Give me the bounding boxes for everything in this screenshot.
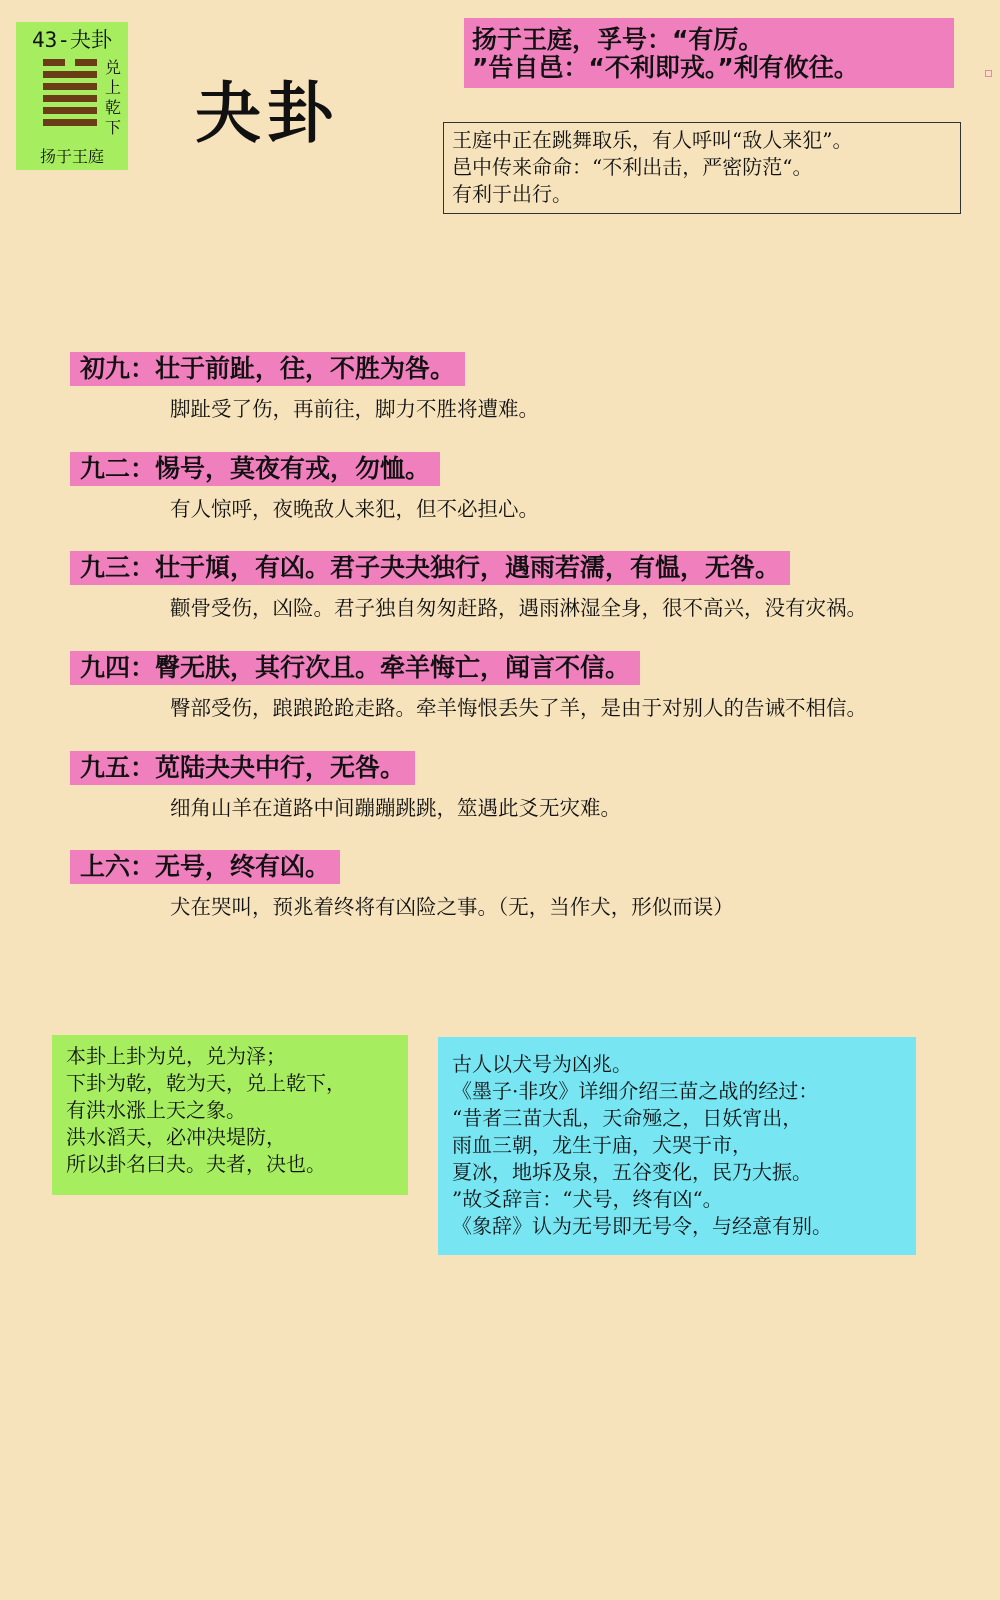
note-line: 洪水滔天，必冲决堤防， [66, 1125, 286, 1149]
trigram-labels [104, 58, 122, 138]
yao-translation-1: 脚趾受了伤，再前往，脚力不胜将遭难。 [170, 397, 539, 421]
judgement-line: ”告自邑：“不利即戎。”利有攸往。 [472, 53, 859, 82]
page-title: 夬卦 [195, 75, 339, 152]
trigram-char: 兑 [104, 58, 121, 77]
yao-translation-3: 颧骨受伤，凶险。君子独自匆匆赶路，遇雨淋湿全身，很不高兴，没有灾祸。 [170, 596, 867, 620]
note-line: “昔者三苗大乱，天命殛之，日妖宵出， [452, 1106, 803, 1130]
trigram-char: 下 [104, 118, 121, 137]
note-line: 夏冰，地坼及泉，五谷变化，民乃大振。 [452, 1160, 812, 1184]
hexagram-line-6 [43, 59, 97, 66]
note-line: 雨血三朝，龙生于庙，犬哭于市， [452, 1133, 752, 1157]
hexagram-line-5 [43, 71, 97, 78]
judgement-text [464, 18, 954, 88]
translation-line: 王庭中正在跳舞取乐，有人呼叫“敌人来犯”。 [452, 128, 853, 152]
decorative-dot [985, 70, 992, 77]
translation-line: 邑中传来命命：“不利出击，严密防范“。 [452, 155, 813, 179]
yao-text-4: 九四：臀无肤，其行次且。牵羊悔亡，闻言不信。 [70, 651, 640, 685]
note-historical-reference [438, 1037, 916, 1255]
yao-text-5: 九五：苋陆夬夬中行，无咎。 [70, 751, 415, 785]
note-line: 本卦上卦为兑，兑为泽； [66, 1044, 286, 1068]
yao-text-3: 九三：壮于頄，有凶。君子夬夬独行，遇雨若濡，有愠，无咎。 [70, 551, 790, 585]
trigram-char: 上 [104, 78, 121, 97]
translation-line: 有利于出行。 [452, 182, 572, 206]
hexagram-badge [16, 22, 128, 170]
trigram-char: 乾 [104, 98, 121, 117]
note-trigram-explanation [52, 1035, 408, 1195]
note-line: 《象辞》认为无号即无号令，与经意有别。 [452, 1214, 832, 1238]
judgement-translation [443, 122, 961, 214]
note-line: 《墨子·非攻》详细介绍三苗之战的经过： [452, 1079, 819, 1103]
hexagram-line-3 [43, 95, 97, 102]
hexagram-symbol [43, 59, 97, 131]
note-line: 有洪水涨上天之象。 [66, 1098, 246, 1122]
note-line: 下卦为乾，乾为天，兑上乾下， [66, 1071, 346, 1095]
hexagram-line-4 [43, 83, 97, 90]
note-line: ”故爻辞言：“犬号，终有凶“。 [452, 1187, 723, 1211]
note-line: 所以卦名曰夬。夬者，决也。 [66, 1152, 326, 1176]
yao-translation-5: 细角山羊在道路中间蹦蹦跳跳，筮遇此爻无灾难。 [170, 796, 621, 820]
note-line: 古人以犬号为凶兆。 [452, 1052, 632, 1076]
yao-text-2: 九二：惕号，莫夜有戎，勿恤。 [70, 452, 440, 486]
yao-translation-6: 犬在哭叫，预兆着终将有凶险之事。（无，当作犬，形似而误） [170, 895, 734, 919]
yao-translation-2: 有人惊呼，夜晚敌人来犯，但不必担心。 [170, 497, 539, 521]
yao-text-1: 初九：壮于前趾，往，不胜为咎。 [70, 352, 465, 386]
hexagram-line-1 [43, 119, 97, 126]
hexagram-line-2 [43, 107, 97, 114]
judgement-line: 扬于王庭，孚号：“有厉。 [472, 25, 764, 54]
hexagram-number-name: 43-夬卦 [32, 28, 112, 52]
badge-caption: 扬于王庭 [39, 147, 104, 166]
yao-text-6: 上六：无号，终有凶。 [70, 850, 340, 884]
yao-translation-4: 臀部受伤，踉踉跄跄走路。牵羊悔恨丢失了羊，是由于对别人的告诫不相信。 [170, 696, 867, 720]
